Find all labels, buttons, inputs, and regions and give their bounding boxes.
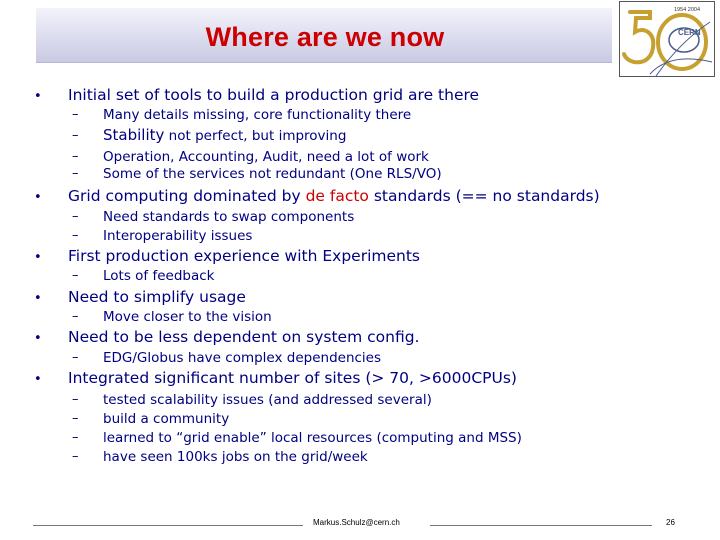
sub-1-1: Many details missing, core functionality there — [103, 107, 412, 123]
sub-6-2: build a community — [103, 411, 230, 427]
logo-cern-text: CERN — [678, 28, 701, 37]
dash-marker: – — [72, 209, 79, 224]
dash-marker: – — [72, 411, 79, 426]
sub-6-1: tested scalability issues (and addressed several) — [103, 392, 432, 408]
bullet-3: First production experience with Experiments — [68, 247, 420, 265]
bullet-5: Need to be less dependent on system config. — [68, 328, 420, 346]
footer-rule-right — [430, 525, 652, 526]
logo-years: 1954 2004 — [674, 7, 700, 13]
sub-5-1: EDG/Globus have complex dependencies — [103, 350, 382, 366]
dash-marker: – — [72, 107, 79, 122]
sub-6-4: have seen 100ks jobs on the grid/week — [103, 449, 368, 465]
sub-1-2-rest: not perfect, but improving — [164, 128, 347, 144]
slide-title: Where are we now — [205, 22, 445, 52]
sub-1-2 — [103, 126, 346, 144]
dash-marker: – — [72, 128, 79, 143]
bullet-marker: • — [34, 250, 42, 265]
page-number: 26 — [666, 518, 675, 527]
bullet-marker: • — [34, 291, 42, 306]
dash-marker: – — [72, 350, 79, 365]
sub-1-2-lead: Stability — [103, 126, 165, 144]
bullet-4: Need to simplify usage — [68, 288, 246, 306]
bullet-6: Integrated significant number of sites (> 70, >6000CPUs) — [68, 369, 517, 387]
dash-marker: – — [72, 149, 79, 164]
footer-author: Markus.Schulz@cern.ch — [313, 518, 400, 527]
dash-marker: – — [72, 430, 79, 445]
bullet-2-post: standards (== no standards) — [368, 187, 600, 205]
sub-4-1: Move closer to the vision — [103, 309, 272, 325]
bullet-marker: • — [34, 190, 42, 205]
bullet-2-pre: Grid computing dominated by — [68, 187, 306, 205]
dash-marker: – — [72, 309, 79, 324]
sub-1-4: Some of the services not redundant (One RLS/VO) — [103, 166, 442, 182]
sub-1-3: Operation, Accounting, Audit, need a lot of work — [103, 149, 429, 165]
dash-marker: – — [72, 449, 79, 464]
bullet-marker: • — [34, 89, 42, 104]
dash-marker: – — [72, 392, 79, 407]
sub-3-1: Lots of feedback — [103, 268, 215, 284]
bullet-1: Initial set of tools to build a production grid are there — [68, 86, 480, 104]
footer-rule-left — [33, 525, 303, 526]
bullet-marker: • — [34, 372, 42, 387]
dash-marker: – — [72, 268, 79, 283]
sub-2-1: Need standards to swap components — [103, 209, 355, 225]
bullet-2 — [68, 187, 600, 205]
bullet-marker: • — [34, 331, 42, 346]
sub-2-2: Interoperability issues — [103, 228, 253, 244]
cern-50-logo-graphic — [620, 2, 715, 77]
sub-6-3: learned to “grid enable” local resources (computing and MSS) — [103, 430, 522, 446]
cern-50-logo — [619, 1, 715, 77]
dash-marker: – — [72, 166, 79, 181]
bullet-2-emphasis: de facto — [305, 187, 369, 205]
dash-marker: – — [72, 228, 79, 243]
